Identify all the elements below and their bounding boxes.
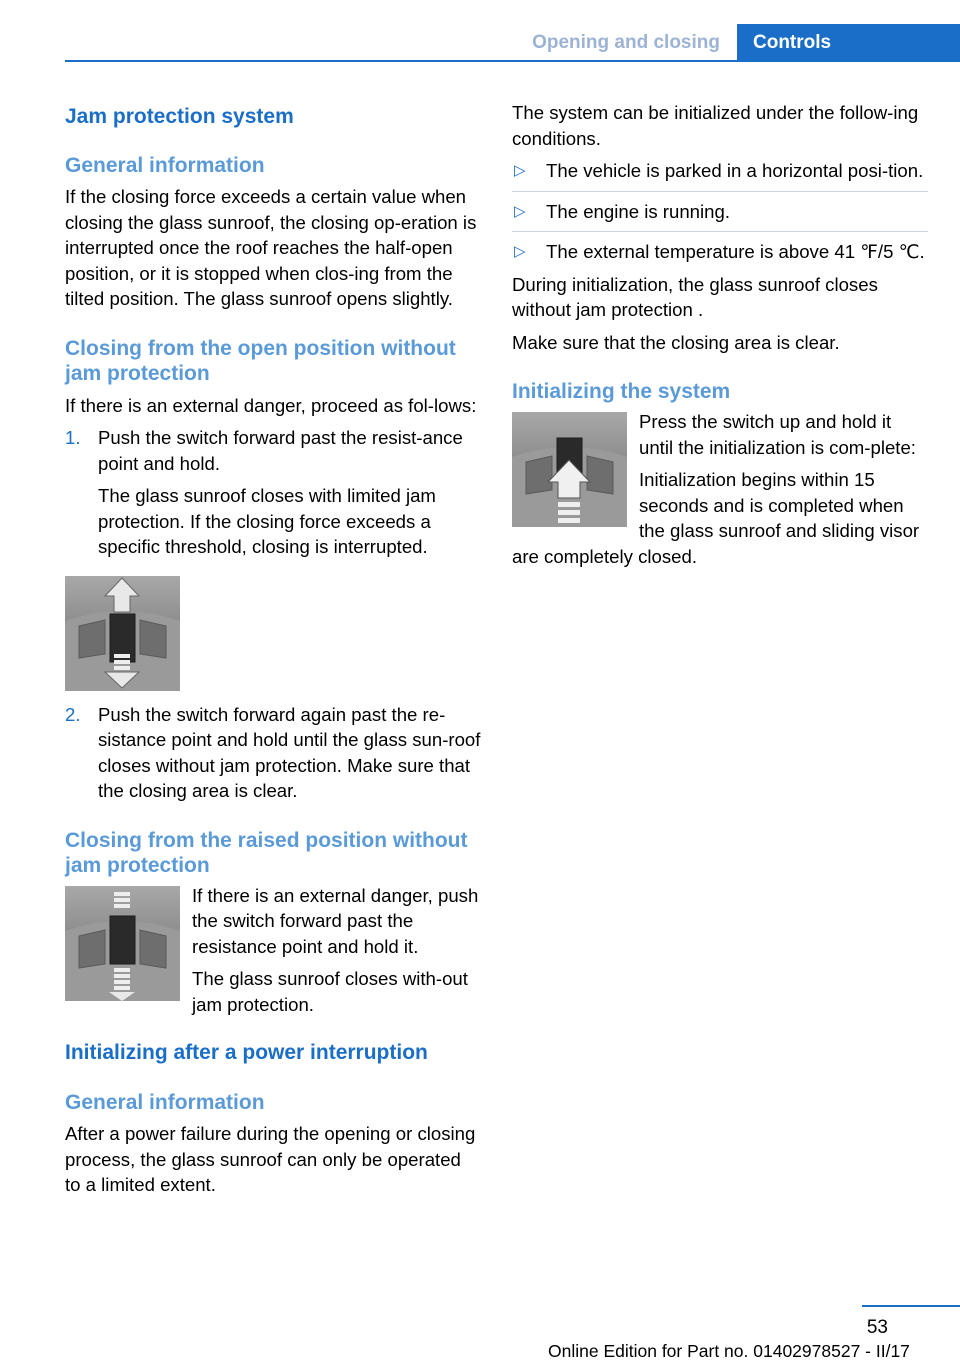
paragraph-raised-danger: If there is an external danger, push the switch forward past the resistance point and hold it. — [192, 884, 479, 957]
triangle-bullet-icon: ▷ — [514, 202, 526, 220]
sunroof-switch-icon — [512, 412, 627, 527]
paragraph-init-conditions: The system can be initialized under the follow‐ing conditions. — [512, 102, 919, 149]
section-title-power-interruption: Initializing after a power interruption — [65, 1041, 428, 1064]
paragraph-power-failure: After a power failure during the opening or closing process, the glass sunroof can only be operated to a limited extent. — [65, 1123, 476, 1195]
paragraph-press-switch: Press the switch up and hold it until the initialization is com‐plete: — [639, 411, 916, 458]
condition-text: The external temperature is above 41 ℉/5 ℃. — [546, 241, 925, 262]
condition-item — [512, 239, 928, 265]
footer-rule — [862, 1305, 960, 1307]
step-2 — [65, 702, 481, 804]
triangle-bullet-icon: ▷ — [514, 162, 526, 179]
switch-illustration-image — [65, 576, 180, 691]
step-number: 1. — [65, 427, 81, 448]
paragraph-during-initialization: During initialization, the glass sunroof closes without jam protection . — [512, 273, 878, 320]
footer-edition: Online Edition for Part no. 01402978527 - II/17 — [548, 1341, 910, 1361]
paragraph-initialization-begins: Initialization begins within 15 seconds and is completed when the glass sunroof and sliding visor are completely closed. — [512, 469, 920, 567]
section-title-jam-protection: Jam protection system — [65, 105, 294, 128]
subheading-initializing-system: Initializing the system — [512, 380, 731, 403]
sunroof-switch-icon — [65, 576, 180, 691]
switch-illustration-image — [512, 412, 627, 527]
subheading-closing-raised-position: Closing from the raised position without jam protection — [65, 828, 468, 877]
step-subtext: The glass sunroof closes with limited jam protection. If the closing force exceeds a specific threshold, closing is interrupted. — [98, 485, 436, 557]
list-divider — [512, 231, 928, 232]
page-number: 53 — [866, 1317, 888, 1338]
subheading-closing-open-position: Closing from the open position without jam protection — [65, 336, 456, 385]
switch-illustration-image — [65, 886, 180, 1001]
paragraph-closing-area-clear: Make sure that the closing area is clear. — [512, 331, 840, 353]
sunroof-switch-icon — [65, 886, 180, 1001]
condition-text: The vehicle is parked in a horizontal posi‐tion. — [546, 160, 924, 181]
right-column — [512, 100, 928, 569]
step-text: Push the switch forward past the resist‐ance point and hold. — [98, 427, 463, 474]
condition-item — [512, 199, 928, 225]
step-text: Push the switch forward again past the re‐sistance point and hold until the glass sun‐roof closes without jam protection. Make sure that the closing area is clear. — [98, 703, 481, 801]
header-chapter-tab: Controls — [737, 24, 960, 62]
step-number: 2. — [65, 703, 81, 725]
subheading-general-information-2: General information — [65, 1091, 265, 1114]
left-column — [65, 100, 481, 1198]
condition-item — [512, 158, 928, 184]
triangle-bullet-icon: ▷ — [514, 243, 526, 260]
paragraph-general-information: If the closing force exceeds a certain value when closing the glass sunroof, the closing op‐eration is interrupted once the roof reaches the half-open position, or it is stopped when clos‐ing from the tilted position. The glass sunroof opens slightly. — [65, 186, 477, 309]
list-divider — [512, 191, 928, 192]
paragraph-raised-result: The glass sunroof closes with‐out jam protection. — [192, 968, 468, 1015]
subheading-general-information: General information — [65, 154, 265, 177]
header-section-tab: Opening and closing — [532, 32, 720, 53]
step-1 — [65, 425, 481, 560]
header-rule — [65, 60, 960, 62]
condition-text: The engine is running. — [546, 200, 730, 222]
paragraph-external-danger: If there is an external danger, proceed as fol‐lows: — [65, 394, 477, 416]
